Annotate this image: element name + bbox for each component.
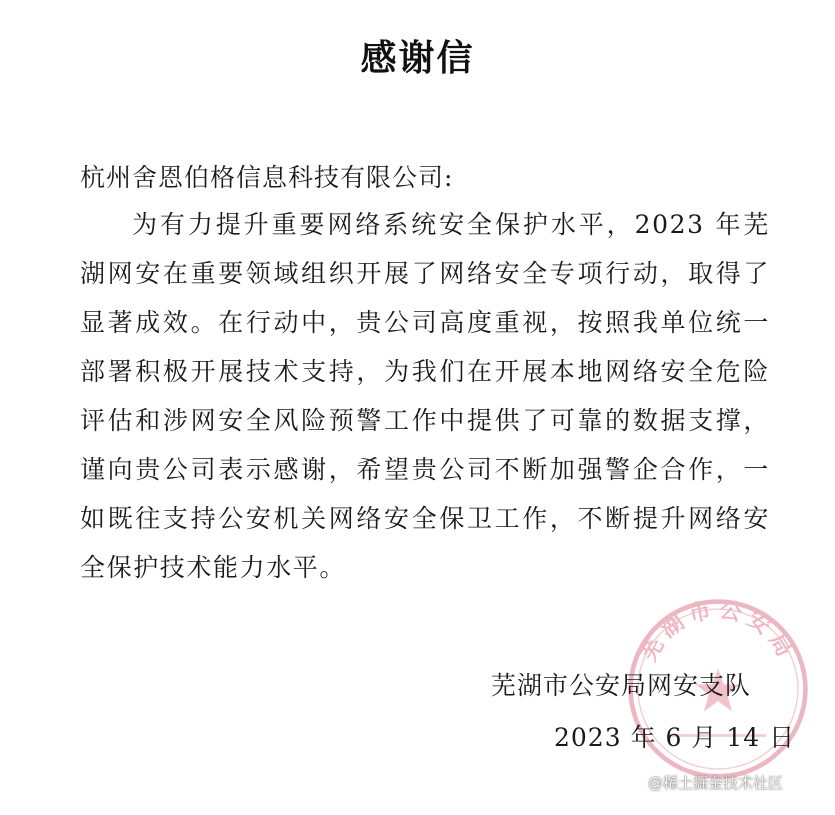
- seal-text: 芜湖市公安局: [635, 596, 801, 666]
- letter-title: 感谢信: [360, 38, 475, 79]
- letter-salutation: 杭州舍恩伯格信息科技有限公司:: [80, 163, 454, 192]
- letter-body: 为有力提升重要网络系统安全保护水平，2023 年芜湖网安在重要领域组织开展了网络安全专项行动，取得了显著成效。在行动中，贵公司高度重视，按照我单位统一部署积极开展技术支持，为我们在开展本地网络安全危险评估和涉网安全风险预警工作中提供了可靠的数据支撑，谨向贵公司表示感谢，希望贵公司不断加强警企合作，一如既往支持公安机关网络安全保卫工作，不断提升网络安全保护技术能力水平。: [80, 210, 770, 582]
- site-watermark: @稀土掘金技术社区: [648, 774, 784, 792]
- signature-date: 2023 年 6 月 14 日: [554, 723, 796, 752]
- signature-organization: 芜湖市公安局网安支队: [491, 671, 752, 700]
